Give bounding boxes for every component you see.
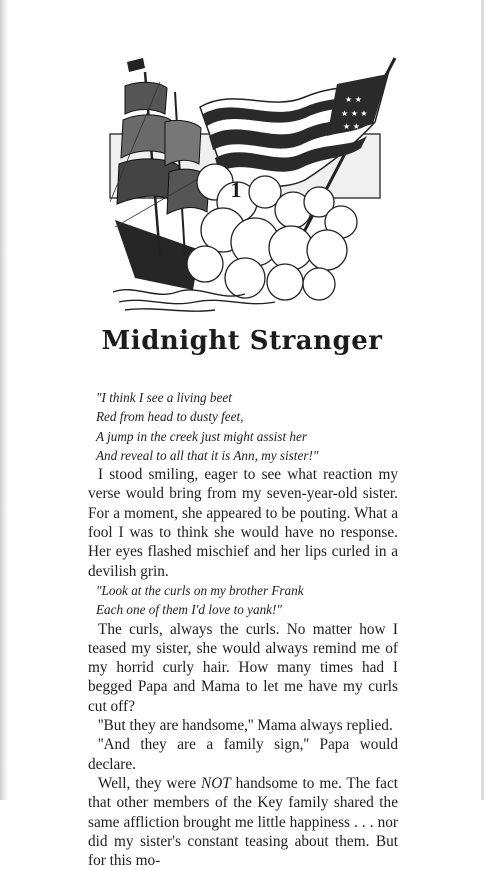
verse-line: Each one of them I'd love to yank!" xyxy=(96,602,282,618)
svg-text:★ ★: ★ ★ xyxy=(345,95,362,104)
chapter-number: 1 xyxy=(230,177,242,202)
verse-line: "Look at the curls on my brother Frank xyxy=(96,582,304,598)
paragraph xyxy=(88,774,398,870)
svg-text:★ ★ ★: ★ ★ ★ xyxy=(341,109,368,118)
verse-line: A jump in the creek just might assist her xyxy=(96,428,307,444)
paragraph: ''But they are handsome,'' Mama always replied. xyxy=(98,717,393,735)
page-gutter-shadow xyxy=(0,0,8,800)
svg-text:★ ★: ★ ★ xyxy=(343,122,360,131)
paragraph-text: Well, they were xyxy=(98,774,202,792)
chapter-title: Midnight Stranger xyxy=(101,326,383,356)
chapter-body xyxy=(88,388,398,870)
paragraph: The curls, always the curls. No matter how I teased my sister, she would always remind me of my horrid curly hair. How many times had I begged Papa and Mama to let me have my curls cut off? xyxy=(88,620,398,715)
paragraph: I stood smiling, eager to see what reaction my verse would bring from my seven-year-old sister. For a moment, she appeared to be pouting. What a fool I was to think she would have no response. Her eyes flashed mischief and her lips curled in a devilish grin. xyxy=(88,466,398,580)
verse-line: And reveal to all that it is Ann, my sister!" xyxy=(96,447,319,463)
verse-line: Red from head to dusty feet, xyxy=(96,409,244,425)
paragraph: ''And they are a family sign,'' Papa would declare. xyxy=(88,736,398,773)
paragraph-text: handsome to me. The fact that other members of the Key family shared the same affliction brought me little happiness . . . nor did my sister's constant teasing about them. But for this mo- xyxy=(88,774,399,870)
verse-line: "I think I see a living beet xyxy=(96,390,232,405)
emphasized-word: NOT xyxy=(201,774,231,792)
chapter-illustration xyxy=(105,52,400,314)
